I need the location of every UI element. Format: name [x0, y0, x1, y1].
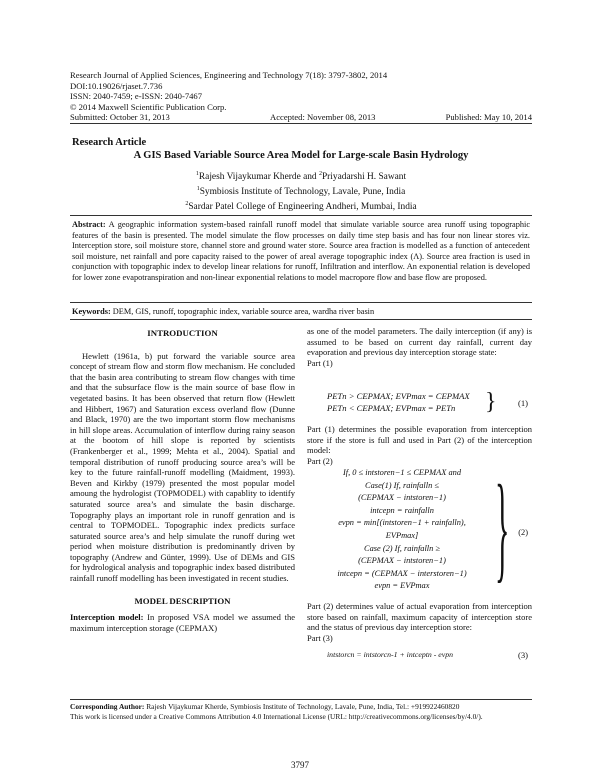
corresponding-author-text: Rajesh Vijaykumar Kherde, Symbiosis Institute of Technology, Lavale, Pune, India, Tel.: +919922460820 [144, 702, 460, 711]
keywords [72, 307, 530, 316]
equation-3 [327, 650, 532, 659]
equation-3-number: (3) [517, 650, 528, 660]
aff-sup-1: 1 [196, 186, 200, 193]
equation-2-line: intcepn = rainfalln [370, 505, 434, 515]
article-type: Research Article [72, 137, 147, 148]
author-sup-2: 2 [318, 171, 322, 177]
equation-2-lines [312, 467, 492, 593]
abstract-bottom-rule [70, 302, 532, 303]
keywords-rule [70, 319, 532, 320]
equation-2-line: Case (2) If, rainfalln ≥ [363, 543, 440, 553]
author-2: Priyadarshi H. Sawant [321, 172, 407, 183]
equation-1-brace: } [485, 389, 497, 415]
part2-label: Part (2) [307, 455, 333, 466]
authors-block [70, 168, 532, 213]
paper-title: A GIS Based Variable Source Area Model for Large-scale Basin Hydrology [133, 150, 469, 161]
published-date: Published: May 10, 2014 [445, 112, 532, 122]
issn: ISSN: 2040-7459; e-ISSN: 2040-7467 [70, 91, 203, 101]
page-number: 3797 [291, 760, 309, 770]
equation-1 [327, 390, 532, 416]
part3-label: Part (3) [307, 632, 333, 643]
equation-2-line: intcepn = (CEPMAX − interstoren−1) [337, 568, 467, 578]
equation-2-line: Case(1) If, rainfalln ≤ [365, 480, 439, 490]
interception-model-paragraph [70, 612, 295, 633]
part1-paragraph: Part (1) determines the possible evaporation from interception store if the store is full and used in Part (2) of the interception model: [307, 424, 532, 456]
keywords-text: DEM, GIS, runoff, topographic index, variable source area, wardha river basin [110, 307, 375, 316]
part2-explanation [307, 601, 532, 643]
equation-2-line: evpn = min[(intstoren−1 + rainfalln), [338, 518, 466, 528]
equation-1-line-1: PETn > CEPMAX; EVPmax = CEPMAX [327, 391, 470, 401]
corresponding-author [70, 702, 532, 712]
corresponding-author-label: Corresponding Author: [70, 702, 145, 711]
part1-label: Part (1) [307, 357, 333, 368]
journal-header [70, 70, 387, 112]
part2-paragraph: Part (2) determines value of actual evaporation from interception store based on rainfall, maximum capacity of interception store and the status of previous day interception store: [307, 601, 532, 633]
header-rule [70, 123, 532, 124]
keywords-label: Keywords: [72, 307, 111, 316]
introduction-text: Hewlett (1961a, b) put forward the variable source area concept of stream flow and storm flow mechanism. He concluded that the basin area contributing to stream flow changes with time and that the subsurface flow is the main source of base flow in vegetated basins. It has been observed that return flow (Hewlett and Hibbert, 1967) and Saturation excess overland flow (Dunne and Black, 1970) are the two important storm flow mechanisms in hill slope areas. Accumulation of interflow during rainy season at the bootom of hill slope is reported by scientists (Frankenberger et al., 1999; Mehta et al., 2004). Spatial and temporal distribution of runoff producing source area’s will be key to the future rainfall-runoff modelling (Maidment, 1993). Beven and Kirkby (1979) presented the most popular model amoung the hydrologist (TOPMODEL) with capablity to identify saturated source area’s and simulate the basin discharge. Topography plays an important role in runoff genration and is central to TOPMODEL. Topographic index predicts surface saturated source area’s and help simulate the runoff during wet period when moisture distribution is predominantly driven by topography (Andrew and Günter, 1999). Use of DEMs and GIS for hydrological analysis and topographic index based distributed rainfall runoff modelling has been investigated in recent studies. [70, 350, 295, 584]
footnote [70, 702, 532, 721]
footer-rule [70, 699, 532, 700]
copyright: © 2014 Maxwell Scientific Publication Corp. [70, 101, 227, 112]
equation-1-line-2: PETn < CEPMAX; EVPmax = PETn [327, 403, 456, 413]
interception-model-label: Interception model: [70, 612, 144, 623]
equation-2 [312, 460, 532, 599]
right-column [307, 326, 532, 368]
equation-1-number: (1) [517, 398, 528, 408]
equation-2-line: (CEPMAX − intstoren−1) [358, 556, 446, 566]
equation-2-number: (2) [518, 528, 528, 537]
journal-citation: Research Journal of Applied Sciences, Engineering and Technology 7(18): 3797-3802, 2014 [70, 70, 388, 80]
equation-3-text: intstorcn = intstorcn-1 + intceptn - evpn [327, 650, 454, 659]
author-sup-1: 1 [195, 171, 199, 177]
equation-2-brace: } [495, 460, 510, 593]
interception-model-text: In proposed VSA model we assumed the maximum interception storage (CEPMAX) [70, 612, 295, 633]
affiliation-2: Sardar Patel College of Engineering Andheri, Mumbai, India [188, 202, 417, 213]
left-column [70, 328, 295, 633]
equation-2-line: (CEPMAX − intstoren−1) [358, 493, 446, 503]
abstract-top-rule [70, 215, 532, 216]
equation-2-line: evpn = EVPmax [374, 581, 430, 591]
model-description-heading: MODEL DESCRIPTION [134, 595, 231, 606]
license-text: This work is licensed under a Creative Commons Attribution 4.0 International License (URL: http://creativecommons.org/licenses/by/4.0/). [70, 711, 483, 721]
abstract [72, 220, 530, 283]
abstract-label: Abstract: [72, 220, 106, 229]
equation-2-line: If, 0 ≤ intstoren−1 ≤ CEPMAX and [342, 468, 462, 477]
aff-sup-2: 2 [185, 201, 189, 208]
introduction-heading: INTRODUCTION [147, 328, 218, 338]
doi: DOI:10.19026/rjaset.7.736 [70, 80, 163, 91]
abstract-text: A geographic information system-based rainfall runoff model that simulate variable source area runoff using topographic features of the basin is presented. The model simulate the flow processes on daily time step basis and has four non linear stores viz. Interception store, soil moisture store, channel store and ground water store. Source area fraction is modelled as a function of antecedent soil moisture, net rainfall and pore capacity raised to the power of areal average topographic index (Λ). Source area fraction is used in conjunction with topographic index to develop linear relations for runoff, Infiltration and interflow. An exponential relation is developed for lower zone evapotranspiration and non-linear exponential relations to model macropore flow and base flow are proposed. [72, 220, 530, 282]
accepted-date: Accepted: November 08, 2013 [270, 112, 376, 122]
submitted-date: Submitted: October 31, 2013 [70, 112, 170, 122]
author-1: Rajesh Vijaykumar Kherde and [198, 172, 319, 183]
equation-2-line: EVPmax] [385, 530, 419, 540]
affiliation-1: Symbiosis Institute of Technology, Lavale, Pune, India [199, 187, 406, 198]
interception-paragraph: as one of the model parameters. The daily interception (if any) is assumed to be based on current day rainfall, current day evaporation and previous day interception storage state: [307, 326, 532, 358]
